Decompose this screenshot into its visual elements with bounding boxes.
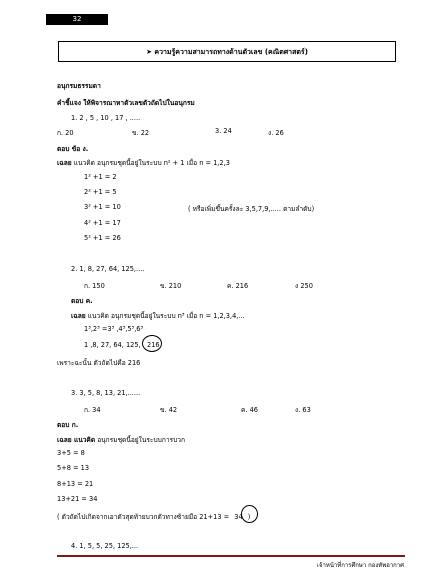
q3-answer-circle [241, 505, 258, 523]
q3-note-end: ) [247, 513, 251, 521]
q3-explain-label: เฉลย แนวคิด [57, 436, 96, 444]
q3-note: ( ตัวถัดไปเกิดจากเอาตัวสุดท้ายบวกตัวทางซ้ายมือ 21+13 = [57, 513, 230, 521]
q3-choice-c: ค. 46 [241, 406, 258, 414]
q1-choice-b: ข. 22 [132, 129, 150, 137]
q2-choice-b: ข. 210 [160, 282, 182, 290]
q1-line-3: 3² +1 = 10 [84, 203, 121, 211]
q3-question: 3. 3, 5, 8, 13, 21,...... [71, 389, 141, 397]
page-title [59, 47, 395, 58]
q3-choice-a: ก. 34 [84, 406, 101, 414]
q2-choice-a: ก. 150 [84, 282, 105, 290]
q2-explain-row [71, 310, 245, 321]
q1-choice-a: ก. 20 [57, 129, 74, 137]
q3-line-3: 8+13 = 21 [57, 480, 94, 488]
q1-line-1: 1² +1 = 2 [84, 173, 117, 181]
q1-question: 1. 2 , 5 , 10 , 17 , ..... [71, 114, 141, 122]
q3-circled-answer: 34 [234, 513, 243, 521]
q2-choice-d: ง 250 [295, 282, 313, 290]
q1-explain-row [57, 157, 230, 168]
instruction: คำชี้แจง ให้พิจารณาหาตัวเลขตัวถัดไปในอนุกรม [57, 99, 195, 107]
q1-line-4: 4² +1 = 17 [84, 219, 121, 227]
q1-choice-c: 3. 24 [215, 127, 232, 135]
q3-explain: อนุกรมชุดนี้อยู่ในระบบการบวก [97, 436, 185, 444]
q2-choice-c: ค. 216 [227, 282, 249, 290]
page-number-bar [46, 14, 108, 25]
footer-text: เจ้าหน้าที่การศึกษา กองทัพอากาศ [316, 562, 404, 569]
title-text: ความรู้ความสามารถทางด้านตัวเลข (คณิตศาสตร์) [154, 48, 308, 56]
q2-explain-label: เฉลย [71, 312, 86, 320]
q2-line-2: 1 ,8, 27, 64, 125, [84, 341, 141, 349]
q2-circled-answer: 216 [147, 341, 160, 349]
q2-line-1: 1³,2³ =3³ ,4³,5³,6³ [84, 325, 144, 333]
q1-note: ( หรือเพิ่มขึ้นครั้งละ 3,5,7,9,..... ตามลำดับ) [188, 205, 315, 213]
q1-line-2: 2² +1 = 5 [84, 188, 117, 196]
q4-question: 4. 1, 5, 5, 25, 125,... [71, 542, 139, 550]
q3-line-2: 5+8 = 13 [57, 464, 90, 472]
q1-answer: ตอบ ข้อ ง. [57, 145, 89, 153]
q1-explain-label: เฉลย [57, 159, 72, 167]
page-number: 32 [72, 15, 82, 23]
title-box [58, 41, 396, 62]
q2-answer-circle [142, 335, 162, 352]
q3-answer: ตอบ ก. [57, 421, 79, 429]
q2-explain: แนวคิด อนุกรมชุดนี้อยู่ในระบบ n³ เมื่อ n = 1,2,3,4,... [87, 312, 245, 320]
q3-explain-row [57, 434, 185, 445]
section-title: อนุกรมธรรมดา [57, 82, 101, 90]
q3-choice-d: ง. 63 [295, 406, 311, 414]
q3-line-4: 13+21 = 34 [57, 495, 98, 503]
q2-question: 2. 1, 8, 27, 64, 125,.... [71, 265, 145, 273]
q1-line-5: 5² +1 = 26 [84, 234, 121, 242]
q3-line-1: 3+5 = 8 [57, 449, 85, 457]
q1-choice-d: ง. 26 [268, 129, 284, 137]
footer-divider [57, 555, 405, 557]
arrow-icon: ➤ [146, 48, 155, 56]
q2-answer: ตอบ ค. [71, 297, 93, 305]
q2-conclusion: เพราะฉะนั้น ตัวถัดไปคือ 216 [57, 359, 141, 367]
q3-note-row [57, 511, 250, 522]
q1-explain: แนวคิด อนุกรมชุดนี้อยู่ในระบบ n² + 1 เมื่อ n = 1,2,3 [73, 159, 230, 167]
q3-choice-b: ข. 42 [160, 406, 178, 414]
